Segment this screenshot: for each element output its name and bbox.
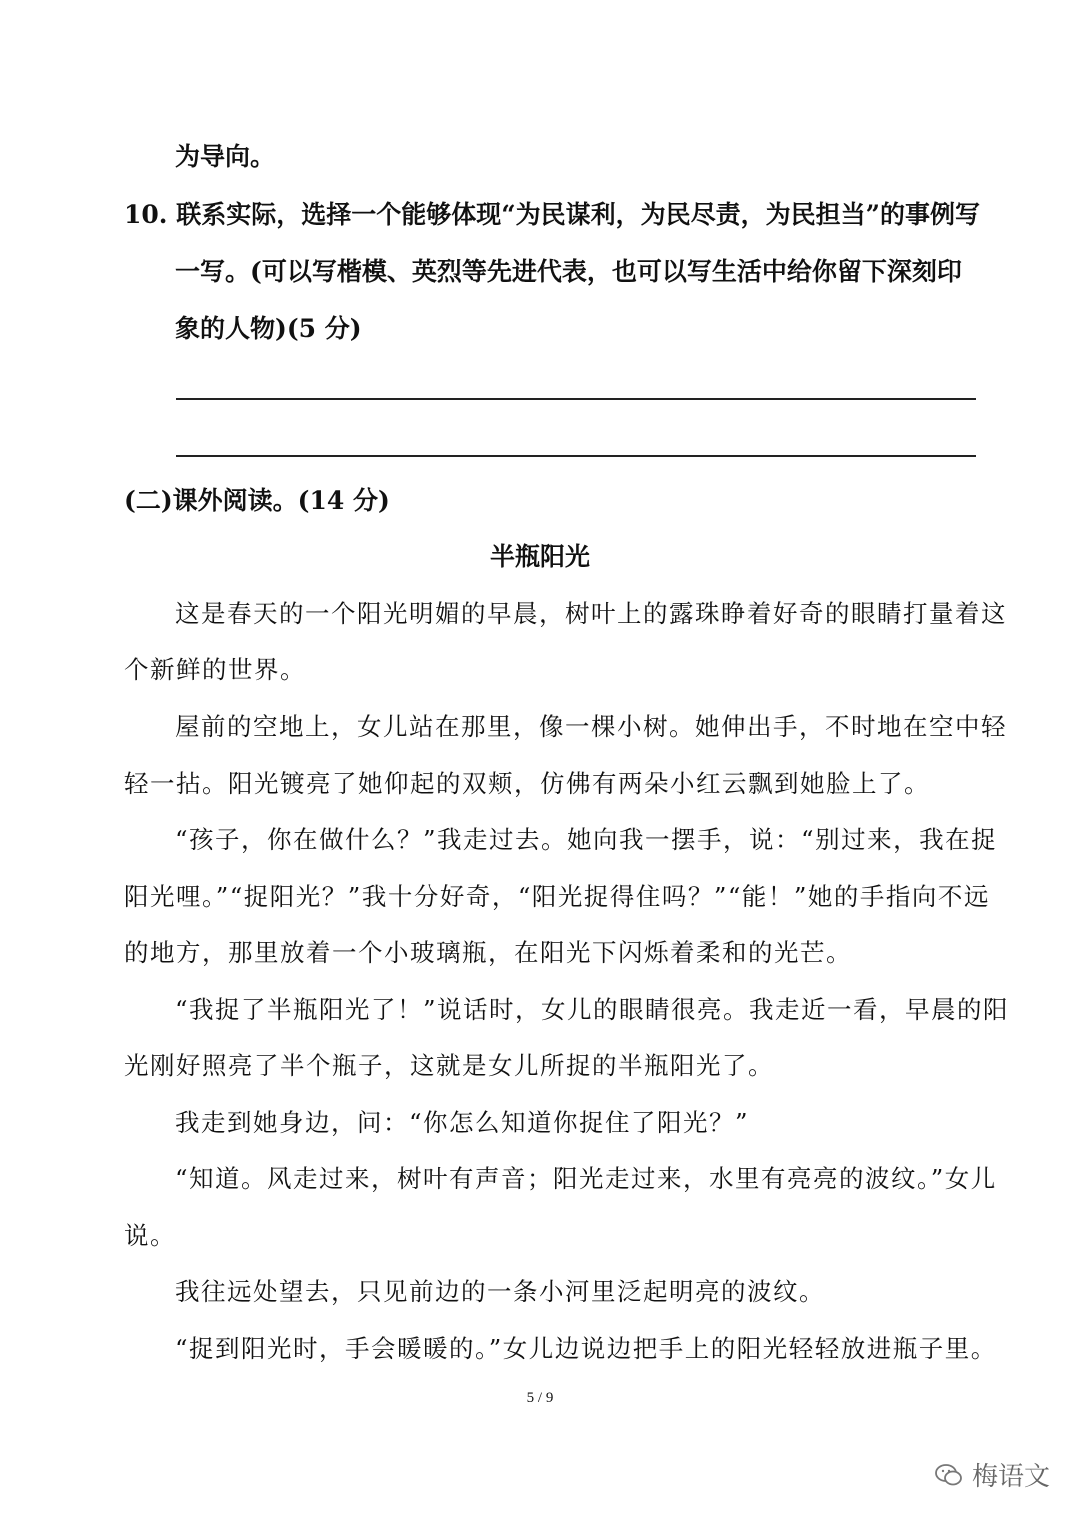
question10-text-1: 联系实际，选择一个能够体现“为民谋利，为民尽责，为民担当”的事例写 — [176, 200, 980, 229]
article-line-12: 说。 — [124, 1221, 176, 1250]
article-title: 半瓶阳光 — [489, 542, 590, 571]
article-line-6: 阳光哩。”“捉阳光？”我十分好奇，“阳光捉得住吗？”“能！”她的手指向不远 — [124, 882, 990, 911]
wechat-icon — [934, 1462, 964, 1488]
article-line-11: “知道。风走过来，树叶有声音；阳光走过来，水里有亮亮的波纹。”女儿 — [175, 1164, 997, 1193]
article-line-3: 屋前的空地上，女儿站在那里，像一棵小树。她伸出手，不时地在空中轻 — [175, 712, 1007, 741]
article-line-9: 光刚好照亮了半个瓶子，这就是女儿所捉的半瓶阳光了。 — [124, 1051, 774, 1080]
article-line-2: 个新鲜的世界。 — [124, 655, 306, 684]
question9-tail: 为导向。 — [175, 142, 276, 171]
answer-line-1[interactable] — [176, 398, 976, 400]
question10-line-3: 象的人物)(5 分) — [175, 314, 362, 343]
article-line-8: “我捉了半瓶阳光了！”说话时，女儿的眼睛很亮。我走近一看，早晨的阳 — [175, 995, 1010, 1024]
article-line-14: “捉到阳光时，手会暖暖的。”女儿边说边把手上的阳光轻轻放进瓶子里。 — [175, 1334, 997, 1363]
article-line-4: 轻一拈。阳光镀亮了她仰起的双颊，仿佛有两朵小红云飘到她脸上了。 — [124, 769, 930, 798]
watermark-text: 梅语文 — [971, 1462, 1050, 1492]
article-line-5: “孩子，你在做什么？”我走过去。她向我一摆手，说：“别过来，我在捉 — [175, 825, 998, 854]
page-number: 5 / 9 — [526, 1390, 554, 1406]
answer-line-2[interactable] — [176, 455, 976, 457]
article-line-10: 我走到她身边，问：“你怎么知道你捉住了阳光？” — [175, 1108, 750, 1137]
question10-number: 10. — [124, 200, 168, 229]
article-line-1: 这是春天的一个阳光明媚的早晨，树叶上的露珠睁着好奇的眼睛打量着这 — [175, 599, 1007, 628]
article-line-13: 我往远处望去，只见前边的一条小河里泛起明亮的波纹。 — [175, 1277, 825, 1306]
watermark — [934, 1456, 1050, 1493]
section-heading: (二)课外阅读。(14 分) — [124, 486, 390, 515]
question10-line-1 — [124, 198, 980, 232]
article-line-7: 的地方，那里放着一个小玻璃瓶，在阳光下闪烁着柔和的光芒。 — [124, 938, 852, 967]
question10-line-2: 一写。(可以写楷模、英烈等先进代表，也可以写生活中给你留下深刻印 — [175, 257, 962, 286]
